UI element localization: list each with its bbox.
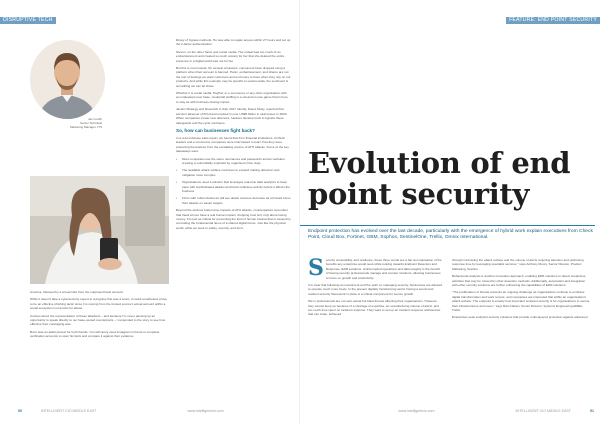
- paragraph: ecurity vulnerability, and resilience, these three words are a fair summarisation of the benefits any enterprise would seek while looking towards Endpoint Detection and Response, EDR solutions. Uninterrupted operations and data integrity is the benefit of having security professionals manage and counter incidents, allowing businesses to focus on growth and productivity.: [325, 258, 442, 280]
- paragraph: We in professionals are not sent actual but blast threats affecting their organisations. However, they cannot keep up because of a shortage of expertise, an overwhelming volume of alerts, and too much time spent on incident response. They want to set up an incident response architecture that can scale, achieved: [308, 299, 441, 317]
- paragraph: It is clear that following an investment and the spirit on managing security, businesses are allowed to operate much more freely. In the present digitally transforming world, having a sound and resilient security framework in place is a critical component for secure growth.: [308, 283, 442, 296]
- headline-line-1: Evolution of end: [308, 146, 571, 180]
- paragraph: Enterprises seek endpoint security solutions that provide multi-layered protection against advanced: [452, 315, 588, 320]
- bullet-item: • Organisations need a solution that leverages real-time data analytics to keep pace with sophisticated attacks and block malicious activity before it affects the business: [176, 180, 291, 193]
- right-col-2: [452, 258, 590, 323]
- section-tag-left: DISRUPTIVE TECH: [0, 17, 56, 24]
- left-col-a-bottom: [30, 290, 168, 342]
- paragraph: Whether it is social media, PayPal, or e-commerce or any other organisation with an unpleasant user base, credential stuffing is a cat-and-mouse game that is here to stay as with business-closing impact.: [176, 91, 288, 104]
- paragraph: But it was an awful pretext for both friends. You will rarely used Instagram in future to complete verification accounts to scan his facts and compare it against their evidence.: [30, 329, 160, 339]
- left-col-b: [176, 38, 291, 233]
- footer-brand-left: INTELLIGENT CIO MIDDLE EAST: [41, 409, 97, 413]
- footer-brand-right: INTELLIGENT CIO MIDDLE EAST: [515, 409, 571, 413]
- page-spine: [299, 0, 300, 424]
- author-name: Jan Lundh: [87, 117, 102, 121]
- paragraph: While it doesn't take a cybersecurity expert to recognise this was a scam, it could nonetheless prove to be an effective phishing tactic since it is coming from the trusted source's actual account within a social ecosystem not known for abuse.: [30, 297, 167, 311]
- paragraph: through minimising the attack surface and the volume of alerts requiring attention and optimising response time by leveraging specialist services," says Anthony Moory, Senior Director, Product Marketing, Sophos.: [452, 258, 584, 271]
- paragraph: Curious about the representation of these attackers – and because I'm never passing up an opportunity to speak directly to our base-nested counterparts – I responded to the story to see how effective their messaging was.: [30, 313, 166, 327]
- headline-line-2: point security: [308, 177, 530, 211]
- bullet-item: • The available attack surface continues to expand making detection and mitigation more complex: [176, 168, 291, 177]
- woman-phone-photo: [30, 176, 169, 284]
- headline: [308, 148, 598, 210]
- subheading: So, how can businesses fight back?: [176, 127, 255, 133]
- author-title: Senior Technical: [80, 121, 102, 125]
- right-col-1: [308, 255, 442, 320]
- author-caption: [47, 117, 102, 129]
- standfirst: Endpoint protection has evolved over the last decade, particularly with the emergence of hybrid work explain executives from Check Point, Cloud Box, Fortinet, GBM, Sophos, SentinelOne, Trellix, Omnix International.: [308, 229, 593, 241]
- page-number-right: 51: [590, 409, 594, 413]
- footer-site-left: www.intelligentcio.com: [187, 409, 224, 413]
- left-footer: [18, 408, 298, 414]
- author-role: Marketing Manager, ITS: [69, 125, 102, 129]
- paragraph: library of bypass methods. He was able to regain access within 27 hours and set up the 2-factor authentication.: [176, 38, 291, 47]
- standfirst-rule: [300, 225, 595, 226]
- author-portrait: [30, 40, 105, 119]
- section-tag-right: FEATURE: END POINT SECURITY: [506, 17, 600, 24]
- paragraph: America, followed by a screenshot from the supposed bank account.: [30, 290, 124, 294]
- bullet-item: • Most companies use the same usernames and passwords across websites, creating a vulnerability exploited by organised crime rings: [176, 157, 291, 166]
- paragraph: But this is not unusual. On several occasions, consumers have dropped using a platform when their account is banned. Panic, embarrassment, and shame are not the sort of feelings we want customers and end users to have when they rely on our products. And while this example may be specific to social media, the sentiment is something we can all share.: [176, 66, 291, 88]
- right-footer: [304, 408, 594, 414]
- footer-site-right: www.intelligentcio.com: [398, 409, 435, 413]
- bullet-item: • Firms with robust defences will see attack volumes decrease as criminals focus their attacks on easier targets: [176, 196, 291, 205]
- paragraph: Javelin Strategy and Research in their 2017 Identity Fraud Study, reported that account takeover (ATO) fraud resulted in over US$5 billion in total losses in 2020. When companies create new defences, hackers develop tools to bypass these safeguards and the cycle continues.: [176, 107, 288, 125]
- paragraph: "The proliferation of threats presents an ongoing challenge as organisations continue to embrace digital transformation and work remote, and companies are interested that within an organisation's attack surface. The endpoint is exactly how important endpoint security is for organisations to secure their infrastructures and users," says Ram Narain, Senior Director, Systems Engineering EMEA, Trellix.: [452, 290, 590, 313]
- paragraph: Beyond the obvious bottom-line impacts of ATO attacks, counterparties remember that fraud crimes have a real human impact, dropping trust isn't only about losing money. It is just as critical for preventing the kind of human trauma that is caused by controlling the fundamental items of a shared digital future. Just like the physical world, while we seek to safety, security, and trust.: [176, 208, 291, 230]
- drop-cap: S: [308, 255, 324, 281]
- paragraph: In a recent Arkose Labs report, we found that from financial institutions, FinTech leaders and e-commerce companies were interviewed to learn how they were protecting themselves from the escalating volume of ATO attacks. Some of the key takeaways were:: [176, 135, 289, 154]
- paragraph: Behavioural analysis is another innovation approach, enabling EDR solutions to detect suspicious activities that may be missed by other detection methods. Additionally, automation and integration with other security solutions are further enhancing the capabilities of EDR solutions.: [452, 274, 586, 288]
- paragraph: Steven, on the other hand, quit social media. The ordeal was too much of an embarrassment and created so much anxiety for her that she deleted the entire presence in a digital world was not for her.: [176, 49, 285, 63]
- page-number-left: 50: [18, 409, 22, 413]
